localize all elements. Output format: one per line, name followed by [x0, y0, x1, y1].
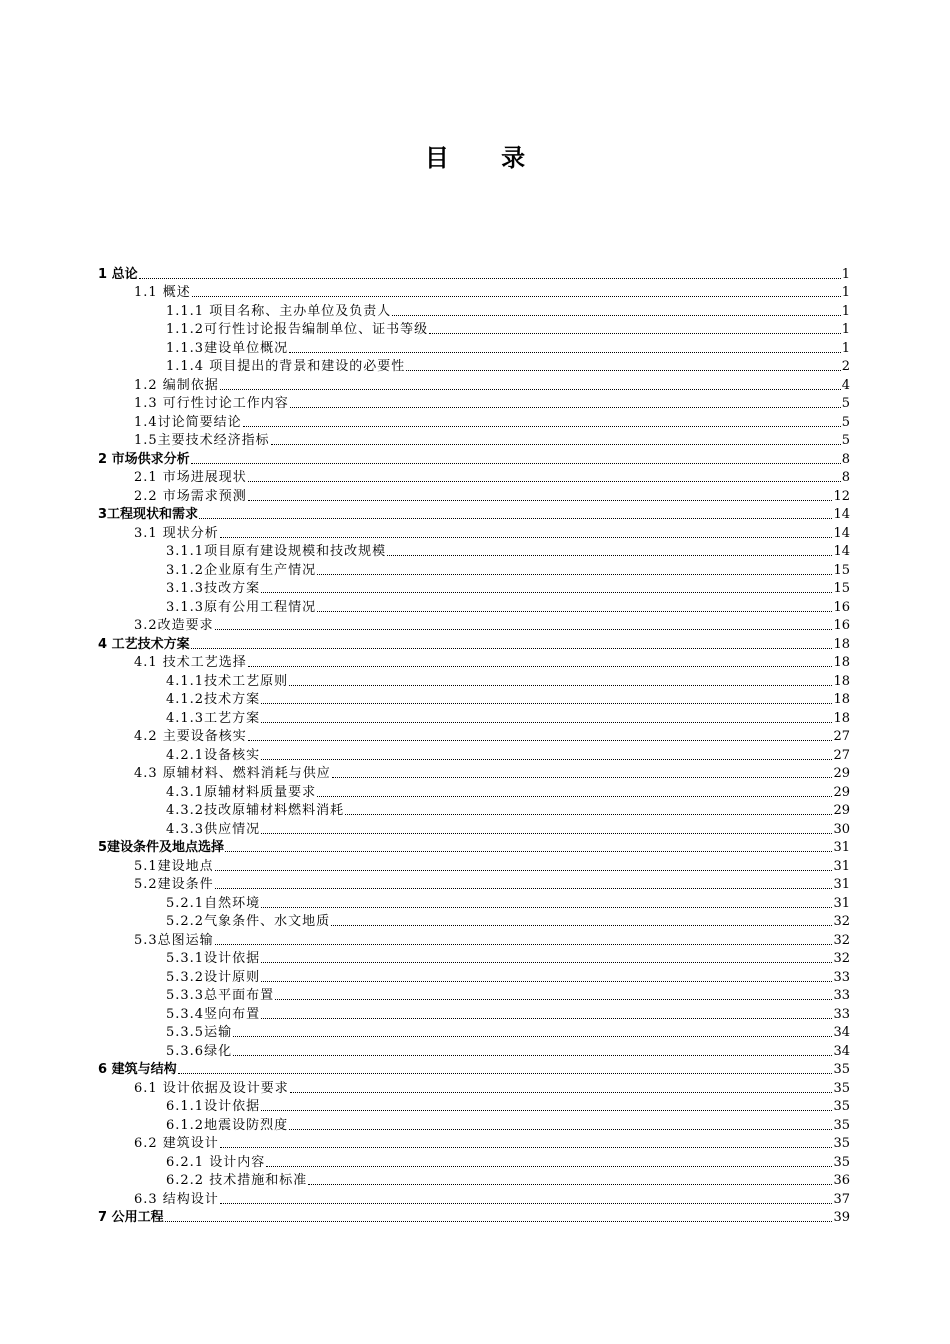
- toc-entry-label: 5.2建设条件: [134, 877, 214, 892]
- toc-leader-dots: [220, 1147, 833, 1148]
- toc-entry-page: 14: [833, 525, 850, 541]
- toc-entry[interactable]: [98, 579, 850, 598]
- toc-leader-dots: [345, 814, 832, 815]
- toc-leader-dots: [215, 888, 833, 889]
- toc-entry-label: 3.1.3技改方案: [166, 581, 261, 596]
- toc-entry-label: 3.1.2企业原有生产情况: [166, 562, 317, 578]
- toc-entry-page: 1: [841, 285, 850, 300]
- toc-entry-page: 32: [833, 932, 850, 948]
- toc-entry[interactable]: [98, 616, 850, 635]
- toc-entry[interactable]: [98, 986, 850, 1005]
- toc-entry-label: 1.3 可行性讨论工作内容: [134, 396, 289, 411]
- toc-leader-dots: [261, 1018, 832, 1019]
- toc-entry-page: 33: [833, 969, 850, 985]
- toc-leader-dots: [308, 1184, 832, 1185]
- toc-entry[interactable]: [98, 1097, 850, 1116]
- toc-entry-page: 14: [833, 507, 850, 522]
- toc-entry[interactable]: [98, 1189, 850, 1208]
- toc-entry[interactable]: [98, 1060, 850, 1079]
- toc-leader-dots: [317, 611, 832, 612]
- toc-leader-dots: [289, 685, 832, 686]
- toc-leader-dots: [317, 796, 832, 797]
- toc-leader-dots: [165, 1221, 833, 1222]
- toc-entry[interactable]: [98, 690, 850, 709]
- toc-leader-dots: [290, 1092, 833, 1093]
- toc-entry-page: 37: [833, 1191, 850, 1207]
- toc-leader-dots: [191, 463, 841, 464]
- toc-entry-label: 4.1 技术工艺选择: [134, 655, 247, 670]
- toc-entry[interactable]: [98, 1004, 850, 1023]
- toc-entry-label: 2.1 市场进展现状: [134, 470, 247, 485]
- toc-entry-label: 5.2.1自然环境: [166, 895, 261, 911]
- toc-entry-page: 18: [833, 655, 850, 670]
- toc-entry-label: 4.3.2技改原辅材料燃料消耗: [166, 803, 345, 818]
- toc-entry-page: 30: [833, 821, 850, 837]
- toc-entry-page: 15: [833, 562, 850, 578]
- toc-leader-dots: [261, 981, 832, 982]
- toc-entry[interactable]: [98, 523, 850, 542]
- toc-entry[interactable]: [98, 949, 850, 968]
- toc-entry-page: 39: [833, 1210, 850, 1225]
- toc-entry[interactable]: [98, 357, 850, 376]
- toc-entry-page: 18: [833, 673, 850, 689]
- toc-entry-label: 3.1.3原有公用工程情况: [166, 599, 317, 615]
- toc-entry[interactable]: [98, 708, 850, 727]
- toc-leader-dots: [261, 907, 832, 908]
- page-title: 目 录: [424, 144, 548, 172]
- toc-entry[interactable]: [98, 597, 850, 616]
- toc-leader-dots: [248, 500, 833, 501]
- toc-entry-page: 18: [833, 692, 850, 707]
- toc-entry-label: 5.1建设地点: [134, 858, 214, 874]
- toc-leader-dots: [289, 1129, 832, 1130]
- toc-entry-page: 34: [833, 1043, 850, 1059]
- toc-entry-label: 4.3.1原辅材料质量要求: [166, 784, 317, 800]
- toc-entry[interactable]: [98, 875, 850, 894]
- toc-entry-label: 6.1 设计依据及设计要求: [134, 1080, 289, 1096]
- toc-entry-page: 5: [841, 414, 850, 430]
- toc-leader-dots: [290, 407, 841, 408]
- toc-entry-page: 27: [833, 729, 850, 744]
- toc-leader-dots: [275, 999, 832, 1000]
- toc-leader-dots: [392, 315, 841, 316]
- toc-leader-dots: [248, 481, 841, 482]
- toc-entry-page: 35: [833, 1099, 850, 1114]
- toc-leader-dots: [429, 333, 841, 334]
- toc-leader-dots: [271, 444, 841, 445]
- toc-leader-dots: [215, 629, 833, 630]
- toc-entry[interactable]: [98, 1041, 850, 1060]
- toc-leader-dots: [261, 592, 832, 593]
- toc-entry-label: 6.2 建筑设计: [134, 1136, 219, 1151]
- toc-entry[interactable]: [98, 542, 850, 561]
- toc-entry-label: 1 总论: [98, 266, 138, 282]
- toc-entry-page: 29: [833, 766, 850, 781]
- toc-entry-label: 5.3.2设计原则: [166, 969, 261, 985]
- toc-entry[interactable]: [98, 560, 850, 579]
- toc-entry[interactable]: [98, 449, 850, 468]
- toc-entry[interactable]: [98, 264, 850, 283]
- toc-leader-dots: [220, 537, 833, 538]
- toc-entry-page: 8: [841, 470, 850, 485]
- toc-entry-label: 2.2 市场需求预测: [134, 488, 247, 504]
- toc-entry[interactable]: [98, 486, 850, 505]
- toc-entry[interactable]: [98, 505, 850, 524]
- toc-entry-page: 34: [833, 1025, 850, 1040]
- toc-entry-page: 1: [841, 266, 850, 282]
- toc-entry-label: 4.3.3供应情况: [166, 821, 261, 837]
- toc-entry-label: 5.3.5运输: [166, 1025, 233, 1040]
- toc-entry-label: 1.2 编制依据: [134, 377, 219, 393]
- toc-entry-page: 4: [841, 377, 850, 393]
- toc-entry[interactable]: [98, 634, 850, 653]
- toc-entry-page: 35: [833, 1136, 850, 1151]
- toc-leader-dots: [215, 944, 833, 945]
- toc-leader-dots: [233, 1055, 832, 1056]
- toc-leader-dots: [225, 851, 832, 852]
- toc-entry-label: 7 公用工程: [98, 1210, 164, 1225]
- toc-leader-dots: [139, 278, 841, 279]
- toc-leader-dots: [220, 389, 841, 390]
- toc-entry-page: 31: [833, 895, 850, 911]
- toc-entry-label: 5.2.2气象条件、水文地质: [166, 914, 331, 929]
- toc-entry[interactable]: [98, 653, 850, 672]
- toc-leader-dots: [266, 1166, 832, 1167]
- toc-leader-dots: [332, 777, 833, 778]
- toc-leader-dots: [331, 925, 832, 926]
- toc-entry-page: 2: [841, 359, 850, 374]
- toc-leader-dots: [261, 962, 832, 963]
- toc-entry-label: 6 建筑与结构: [98, 1062, 177, 1077]
- toc-entry-page: 18: [833, 710, 850, 726]
- toc-entry-page: 1: [841, 340, 850, 356]
- toc-leader-dots: [248, 740, 833, 741]
- toc-leader-dots: [243, 426, 841, 427]
- toc-entry[interactable]: [98, 1134, 850, 1153]
- toc-leader-dots: [220, 1203, 833, 1204]
- toc-entry-page: 29: [833, 803, 850, 818]
- toc-leader-dots: [178, 1073, 833, 1074]
- toc-entry-label: 6.2.2 技术措施和标准: [166, 1173, 308, 1188]
- toc-entry-page: 1: [841, 322, 850, 337]
- toc-entry-page: 1: [841, 303, 850, 319]
- toc-entry-page: 33: [833, 1006, 850, 1022]
- toc-leader-dots: [261, 722, 832, 723]
- toc-entry-label: 4.1.3工艺方案: [166, 710, 261, 726]
- toc-leader-dots: [387, 555, 832, 556]
- toc-entry-label: 1.1.4 项目提出的背景和建设的必要性: [166, 359, 406, 374]
- toc-entry-page: 16: [833, 599, 850, 615]
- toc-entry-label: 6.3 结构设计: [134, 1191, 219, 1207]
- toc-entry-page: 29: [833, 784, 850, 800]
- toc-entry[interactable]: [98, 1208, 850, 1227]
- toc-entry-page: 35: [833, 1117, 850, 1133]
- toc-entry-page: 18: [833, 636, 850, 652]
- toc-leader-dots: [233, 1036, 832, 1037]
- toc-entry[interactable]: [98, 431, 850, 450]
- toc-entry-label: 1.5主要技术经济指标: [134, 433, 270, 448]
- toc-entry[interactable]: [98, 1023, 850, 1042]
- toc-entry-label: 4 工艺技术方案: [98, 636, 190, 652]
- toc-leader-dots: [192, 296, 841, 297]
- toc-entry-page: 32: [833, 951, 850, 966]
- toc-entry-page: 31: [833, 858, 850, 874]
- toc-entry-page: 35: [833, 1062, 850, 1077]
- toc-entry-label: 5.3.4竖向布置: [166, 1006, 261, 1022]
- toc-entry[interactable]: [98, 1171, 850, 1190]
- toc-entry-label: 4.2.1设备核实: [166, 747, 261, 763]
- toc-leader-dots: [261, 1110, 832, 1111]
- toc-entry-page: 35: [833, 1154, 850, 1170]
- toc-leader-dots: [199, 518, 832, 519]
- toc-entry[interactable]: [98, 468, 850, 487]
- toc-leader-dots: [261, 703, 832, 704]
- toc-entry[interactable]: [98, 912, 850, 931]
- toc-leader-dots: [261, 833, 832, 834]
- toc-leader-dots: [317, 574, 832, 575]
- toc-entry-label: 3.2改造要求: [134, 618, 214, 633]
- toc-entry-page: 8: [841, 451, 850, 467]
- toc-entry[interactable]: [98, 320, 850, 339]
- toc-entry-page: 32: [833, 914, 850, 929]
- toc-entry-label: 5建设条件及地点选择: [98, 840, 225, 855]
- toc-entry-label: 1.1 概述: [134, 285, 191, 300]
- toc-leader-dots: [261, 759, 832, 760]
- table-of-contents: [98, 264, 850, 1226]
- toc-entry[interactable]: [98, 671, 850, 690]
- toc-entry-label: 6.1.1设计依据: [166, 1099, 261, 1114]
- toc-entry[interactable]: [98, 394, 850, 413]
- toc-entry-label: 2 市场供求分析: [98, 451, 190, 467]
- toc-entry[interactable]: [98, 745, 850, 764]
- toc-entry[interactable]: [98, 782, 850, 801]
- toc-entry-label: 5.3总图运输: [134, 932, 214, 948]
- toc-entry[interactable]: [98, 764, 850, 783]
- toc-entry-label: 1.1.2可行性讨论报告编制单位、证书等级: [166, 322, 429, 337]
- toc-leader-dots: [215, 870, 833, 871]
- toc-entry[interactable]: [98, 819, 850, 838]
- toc-entry-label: 5.3.6绿化: [166, 1043, 233, 1059]
- toc-leader-dots: [191, 648, 833, 649]
- toc-entry-page: 33: [833, 988, 850, 1003]
- toc-leader-dots: [289, 352, 841, 353]
- toc-entry-page: 31: [833, 840, 850, 855]
- toc-entry-label: 4.1.1技术工艺原则: [166, 673, 289, 689]
- toc-entry-page: 5: [841, 396, 850, 411]
- toc-entry-page: 16: [833, 618, 850, 633]
- toc-entry[interactable]: [98, 967, 850, 986]
- toc-entry[interactable]: [98, 856, 850, 875]
- toc-entry-label: 1.1.3建设单位概况: [166, 340, 289, 356]
- toc-entry-label: 6.1.2地震设防烈度: [166, 1117, 289, 1133]
- toc-entry-label: 5.3.3总平面布置: [166, 988, 275, 1003]
- toc-entry[interactable]: [98, 1115, 850, 1134]
- toc-entry[interactable]: [98, 301, 850, 320]
- toc-entry[interactable]: [98, 283, 850, 302]
- toc-entry-label: 1.1.1 项目名称、主办单位及负责人: [166, 303, 392, 319]
- toc-entry-label: 1.4讨论简要结论: [134, 414, 242, 430]
- toc-entry-page: 5: [841, 433, 850, 448]
- toc-entry-label: 4.3 原辅材料、燃料消耗与供应: [134, 766, 331, 781]
- toc-entry[interactable]: [98, 930, 850, 949]
- toc-entry-label: 4.2 主要设备核实: [134, 729, 247, 744]
- toc-entry-page: 31: [833, 877, 850, 892]
- toc-entry-label: 5.3.1设计依据: [166, 951, 261, 966]
- toc-entry[interactable]: [98, 727, 850, 746]
- toc-entry-label: 3.1 现状分析: [134, 525, 219, 541]
- toc-entry[interactable]: [98, 893, 850, 912]
- toc-entry[interactable]: [98, 338, 850, 357]
- toc-entry-page: 15: [833, 581, 850, 596]
- toc-entry[interactable]: [98, 412, 850, 431]
- toc-entry-page: 27: [833, 747, 850, 763]
- toc-entry-page: 14: [833, 544, 850, 559]
- toc-entry-label: 3.1.1项目原有建设规模和技改规模: [166, 544, 387, 559]
- toc-entry[interactable]: [98, 1152, 850, 1171]
- toc-entry-page: 36: [833, 1173, 850, 1188]
- toc-entry[interactable]: [98, 838, 850, 857]
- toc-entry-page: 35: [833, 1080, 850, 1096]
- toc-entry-label: 6.2.1 设计内容: [166, 1154, 266, 1170]
- toc-entry-label: 3工程现状和需求: [98, 507, 199, 522]
- toc-entry[interactable]: [98, 801, 850, 820]
- toc-entry[interactable]: [98, 1078, 850, 1097]
- toc-entry-page: 12: [833, 488, 850, 504]
- toc-leader-dots: [406, 370, 841, 371]
- toc-leader-dots: [248, 666, 833, 667]
- toc-entry-label: 4.1.2技术方案: [166, 692, 261, 707]
- toc-entry[interactable]: [98, 375, 850, 394]
